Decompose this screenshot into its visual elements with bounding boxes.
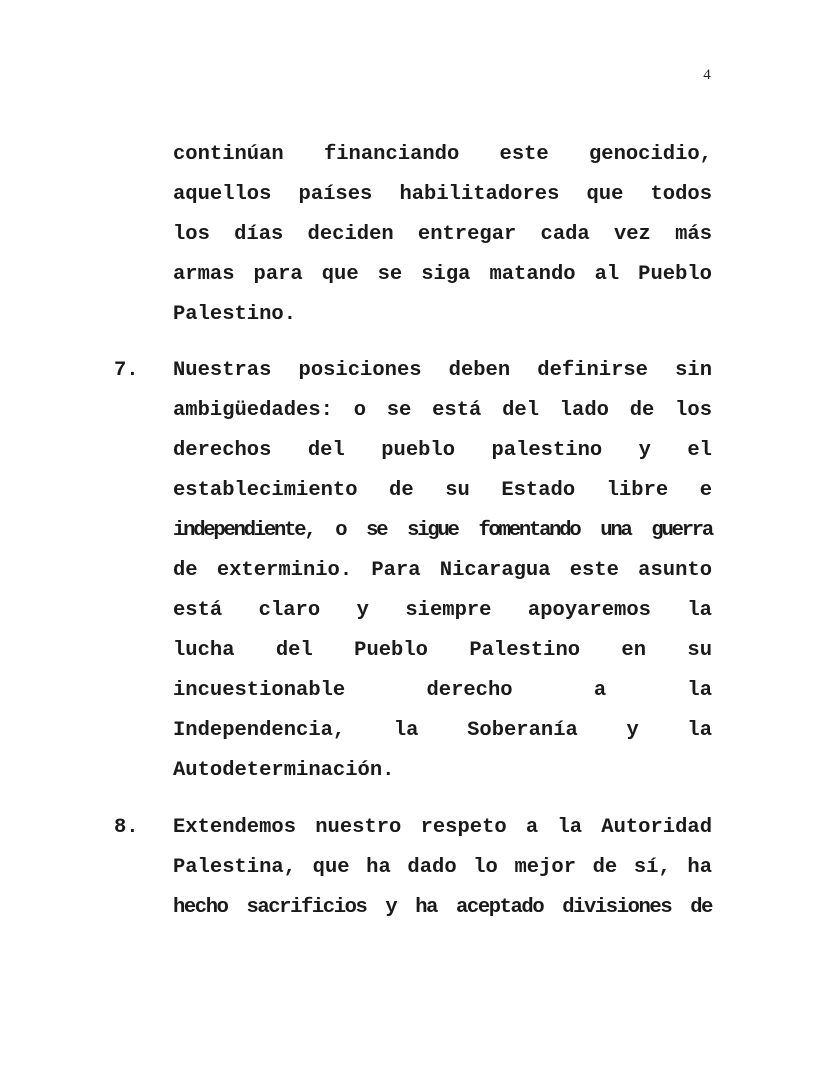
text-line: establecimiento de su Estado libre e xyxy=(173,479,712,502)
text-line: incuestionable derecho a la xyxy=(173,679,712,702)
page-number: 4 xyxy=(703,67,711,83)
text-line: independiente, o se sigue fomentando una guerra xyxy=(173,519,712,542)
paragraph-number: 8. xyxy=(114,816,139,839)
text-line: Independencia, la Soberanía y la xyxy=(173,719,712,742)
text-line: aquellos países habilitadores que todos xyxy=(173,183,712,206)
text-line: Nuestras posiciones deben definirse sin xyxy=(173,359,712,382)
paragraph-number: 7. xyxy=(114,359,139,382)
text-line: Extendemos nuestro respeto a la Autoridad xyxy=(173,816,712,839)
text-line: de exterminio. Para Nicaragua este asunto xyxy=(173,559,712,582)
text-line: armas para que se siga matando al Pueblo xyxy=(173,263,712,286)
text-line: los días deciden entregar cada vez más xyxy=(173,223,712,246)
text-line: Palestina, que ha dado lo mejor de sí, ha xyxy=(173,856,712,879)
text-line: continúan financiando este genocidio, xyxy=(173,143,712,166)
text-line: derechos del pueblo palestino y el xyxy=(173,439,712,462)
text-line: lucha del Pueblo Palestino en su xyxy=(173,639,712,662)
text-line: Autodeterminación. xyxy=(173,759,395,782)
text-line: hecho sacrificios y ha aceptado divisiones de xyxy=(173,896,712,919)
text-line: Palestino. xyxy=(173,303,297,326)
text-line: está claro y siempre apoyaremos la xyxy=(173,599,712,622)
text-line: ambigüedades: o se está del lado de los xyxy=(173,399,712,422)
